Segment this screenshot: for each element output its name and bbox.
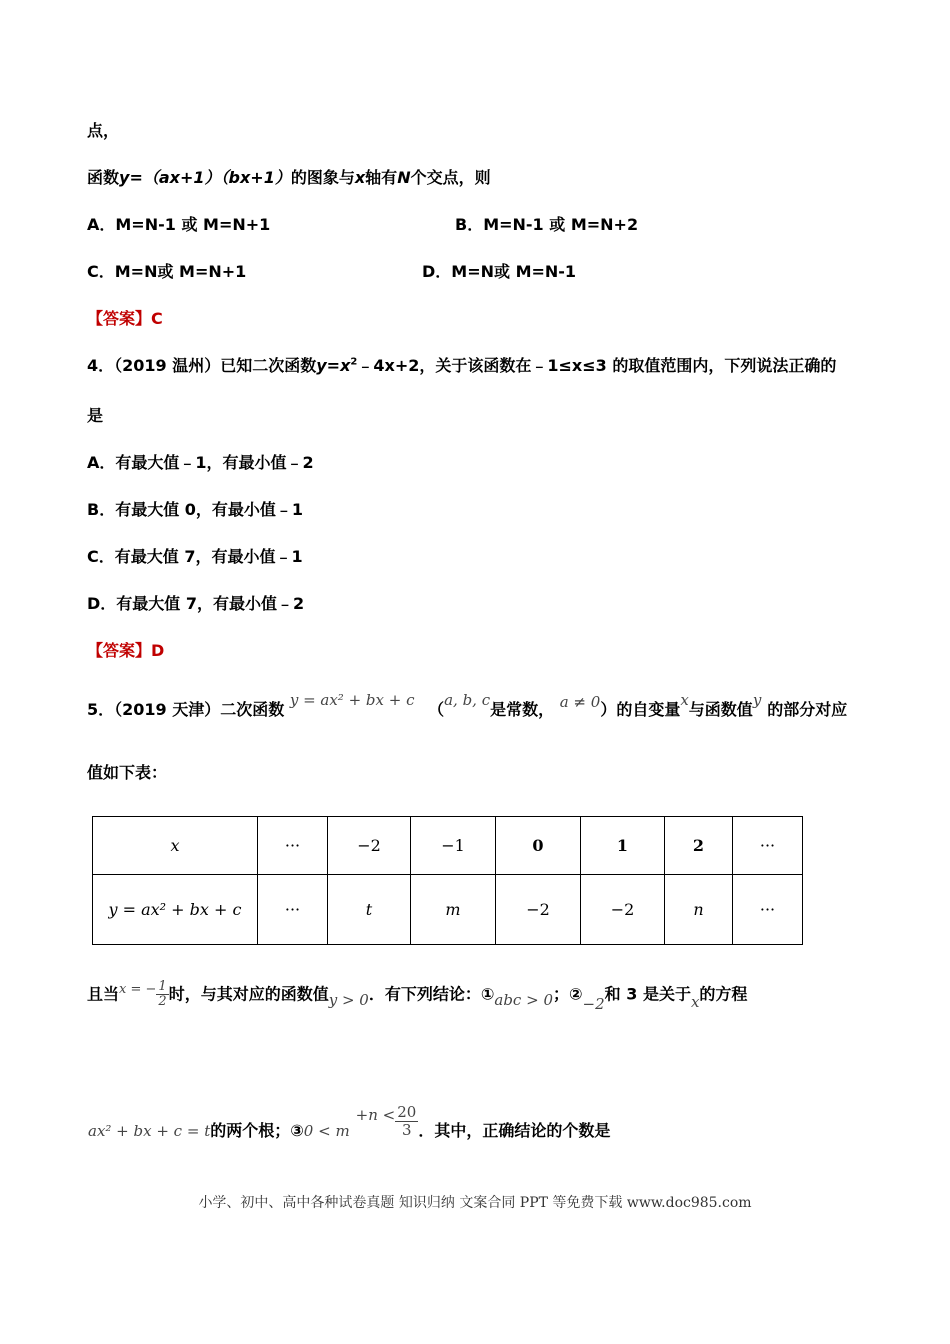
q5-text-two: ；② (552, 984, 583, 1004)
page-footer: 小学、初中、高中各种试卷真题 知识归纳 文案合同 PPT 等免费下载 www.doc985.com (198, 1195, 752, 1211)
q3-stem-text-c: 的图象与 (290, 168, 355, 187)
q4-option-a: A．有最大值﹣1，有最小值﹣2 (87, 453, 314, 472)
q4-stem-function: y=x (316, 356, 351, 375)
q5-abc-positive: abc > 0 (494, 991, 553, 1010)
q5-fraction-den: 3 (402, 1120, 412, 1139)
q5-stem-text-b: 是常数， (490, 700, 555, 719)
q5-fraction-num: 20 (397, 1103, 417, 1121)
q5-var-x: x (680, 691, 689, 709)
q4-stem-continuation: 是 (87, 406, 104, 425)
q3-stem-text-a: 函数 (87, 168, 120, 187)
q5-fraction-half-den: 2 (158, 994, 167, 1010)
q4-option-d: D．有最大值 7，有最小值﹣2 (87, 594, 305, 613)
q5-text-conclusions: ．有下列结论：① (368, 984, 495, 1004)
q4-answer: 【答案】D (87, 641, 165, 660)
q5-stem (87, 691, 848, 720)
table-cell: y = ax² + bx + c (93, 875, 258, 945)
value-table (92, 816, 803, 945)
q3-answer: 【答案】C (87, 309, 163, 328)
q5-minus-two: −2 (582, 995, 605, 1014)
q3-continuation: 点， (87, 121, 120, 140)
q5-text-roots: 的两个根；③ (210, 1120, 304, 1140)
q4-stem-exponent: 2 (350, 356, 358, 368)
q5-text-and-three: 和 3 是关于 (604, 984, 691, 1004)
q5-constants: a, b, c (444, 691, 491, 709)
q3-option-b: B．M=N-1 或 M=N+2 (455, 215, 639, 234)
q5-fraction-half (156, 980, 168, 1010)
table-cell: ··· (258, 875, 328, 945)
q4-stem-text-a: 4．（2019 温州）已知二次函数 (87, 356, 317, 375)
table-cell: ··· (733, 817, 803, 875)
q5-stem-continuation: 值如下表： (87, 763, 168, 782)
q5-stem-text-a: 5．（2019 天津）二次函数 (87, 700, 285, 719)
table-cell: t (328, 875, 411, 945)
q5-inequality-right: +n < (355, 1105, 396, 1124)
q5-text-equation: 的方程 (699, 984, 748, 1004)
table-cell: n (665, 875, 733, 945)
q5-var-y: y (752, 691, 762, 709)
q5-conditions (87, 979, 748, 1014)
table-cell: ··· (258, 817, 328, 875)
q5-var-x2: x (690, 993, 700, 1012)
table-cell: ··· (733, 875, 803, 945)
q5-text-when: 且当 (87, 984, 120, 1004)
q5-y-positive: y > 0 (328, 991, 369, 1010)
q5-a-nonzero: a ≠ 0 (559, 693, 601, 711)
q5-function-formula: y = ax² + bx + c (289, 691, 415, 709)
q5-stem-text-c: ）的自变量 (600, 700, 681, 719)
q5-roots-line (88, 1100, 611, 1140)
q5-text-then: 时，与其对应的函数值 (168, 984, 329, 1004)
q3-stem-text-g: 个交点，则 (410, 168, 491, 187)
table-cell: −2 (581, 875, 665, 945)
q5-equation: ax² + bx + c = t (88, 1121, 211, 1140)
q3-stem-text-e: 轴有 (365, 168, 398, 187)
table-row-y (93, 875, 803, 945)
q4-stem-text-c: ﹣4x+2，关于该函数在﹣1≤x≤3 的取值范围内，下列说法正确的 (357, 356, 837, 375)
table-cell: x (93, 817, 258, 875)
q4-option-c: C．有最大值 7，有最小值﹣1 (87, 547, 303, 566)
q5-x-equals: x = − (119, 982, 157, 998)
q5-inequality-left: 0 < m (303, 1121, 350, 1140)
table-row-x (93, 817, 803, 875)
q5-stem-text-d: 与函数值 (688, 700, 753, 719)
q3-stem-x: x (354, 168, 366, 187)
q3-stem (87, 165, 491, 188)
q3-option-c: C．M=N或 M=N+1 (87, 262, 247, 281)
q5-paren-open: （ (428, 700, 445, 719)
q5-fraction-half-num: 1 (158, 979, 167, 994)
q3-stem-n: N (397, 168, 411, 187)
table-cell: −2 (496, 875, 581, 945)
table-cell: m (411, 875, 496, 945)
q4-option-b: B．有最大值 0，有最小值﹣1 (87, 500, 304, 519)
table-cell: −2 (328, 817, 411, 875)
q3-stem-function: y=（ax+1）（bx+1） (119, 168, 291, 187)
table-cell: 2 (665, 817, 733, 875)
q5-fraction-twenty-thirds (395, 1104, 418, 1138)
table-cell: −1 (411, 817, 496, 875)
q3-option-d: D．M=N或 M=N-1 (422, 262, 577, 281)
q5-text-question: ．其中，正确结论的个数是 (418, 1120, 611, 1140)
table-cell: 1 (581, 817, 665, 875)
table-cell: 0 (496, 817, 581, 875)
q3-option-a: A．M=N-1 或 M=N+1 (87, 215, 271, 234)
q5-stem-text-e: 的部分对应 (767, 700, 848, 719)
q4-stem (87, 353, 836, 376)
